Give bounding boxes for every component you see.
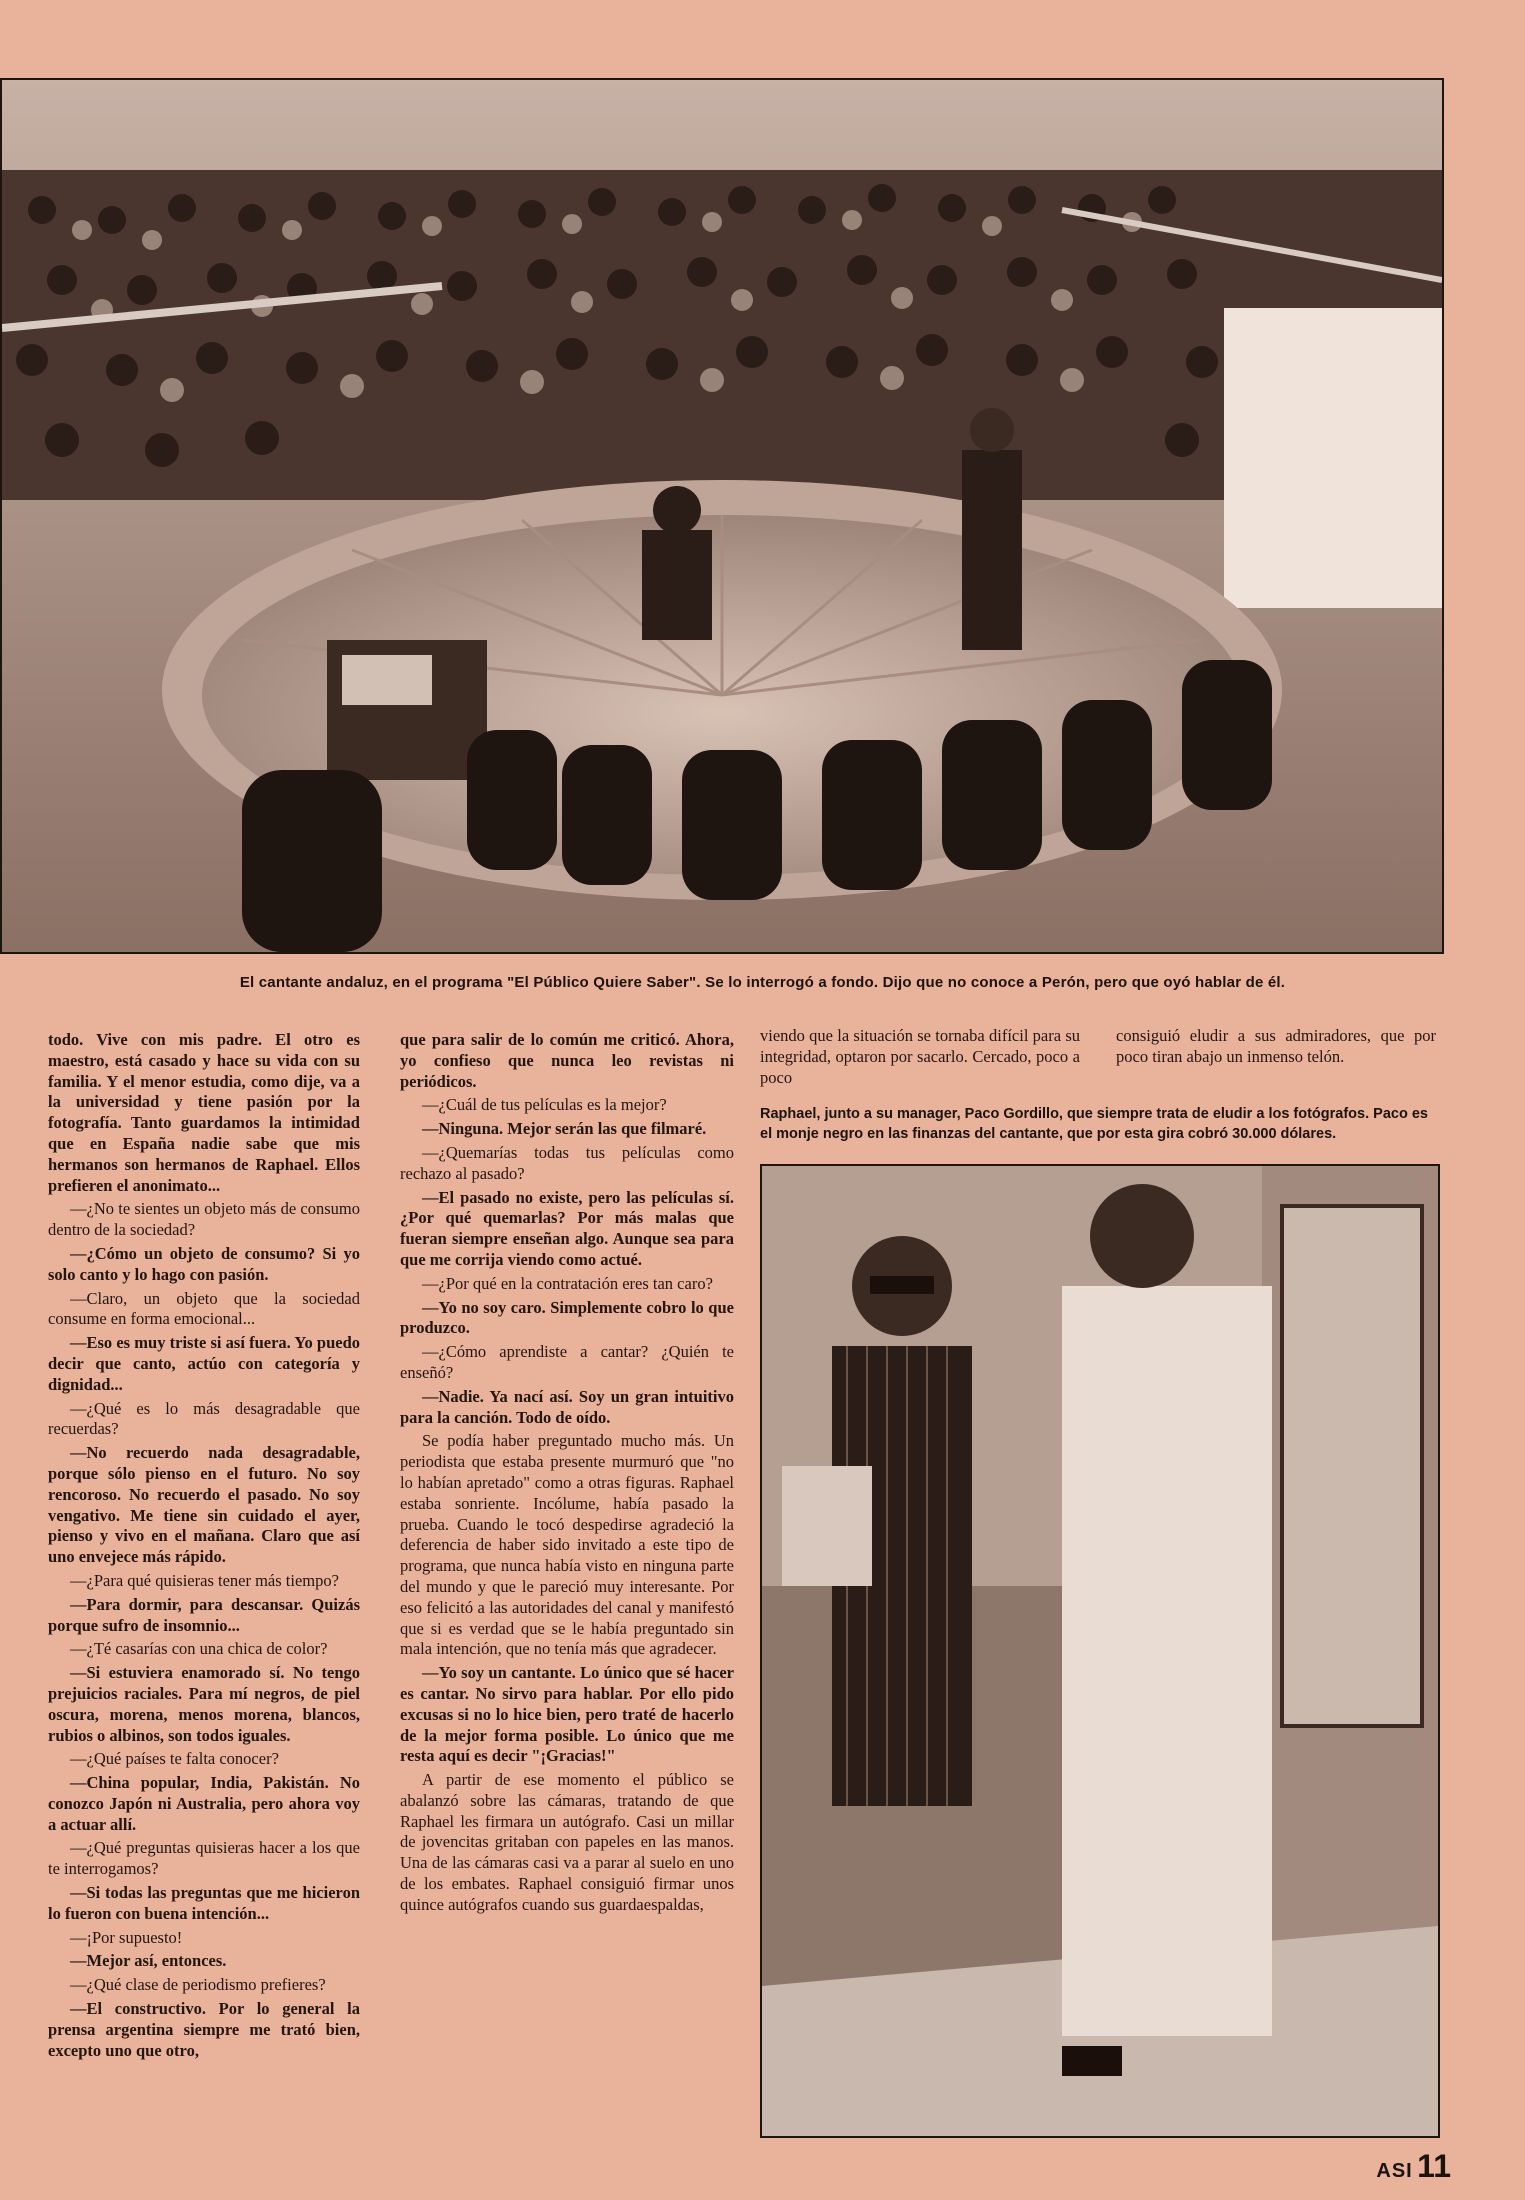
article-paragraph: —¿Por qué en la contratación eres tan caro?	[422, 1273, 713, 1293]
article-paragraph: —El constructivo. Por lo general la prensa argentina siempre me trató bien, excepto uno que otro,	[48, 1999, 360, 2060]
article-paragraph: —Yo no soy caro. Simplemente cobro lo que produzco.	[400, 1297, 734, 1338]
article-paragraph: —China popular, India, Pakistán. No conozco Japón ni Australia, pero ahora voy a actuar allí.	[48, 1773, 360, 1834]
article-column-4	[1116, 1026, 1436, 1071]
article-paragraph: —¿Cómo aprendiste a cantar? ¿Quién te enseñó?	[400, 1342, 734, 1382]
article-paragraph: —El pasado no existe, pero las películas sí. ¿Por qué quemarlas? Por más malas que fueran siempre enseñan algo. Aunque sea para que me corrija viendo como actué.	[400, 1187, 734, 1269]
article-paragraph: —¿Para qué quisieras tener más tiempo?	[70, 1570, 339, 1590]
article-paragraph: —¿Qué preguntas quisieras hacer a los que te interrogamos?	[48, 1838, 360, 1879]
article-column-2	[400, 1030, 734, 1919]
article-paragraph: Se podía haber preguntado mucho más. Un periodista que estaba presente murmuró que "no lo habían apretado" como a otras figuras. Raphael estaba sonriente. Incólume, había pasado la prueba. Cuando le tocó despedirse agradeció la deferencia de haber sido invitado a este tipo de programa, que nunca había visto en ninguna parte del mundo y que le pareció muy interesante. Por eso felicitó a las autoridades del canal y manifestó que si es verdad que se le había preguntado sin mala intención, que no tenía más que agradecer.	[400, 1431, 734, 1659]
article-paragraph: —Si todas las preguntas que me hicieron lo fueron con buena intención...	[48, 1883, 360, 1923]
article-paragraph: —Nadie. Ya nací así. Soy un gran intuitivo para la canción. Todo de oído.	[400, 1386, 734, 1427]
article-paragraph: —¿Qué es lo más desagradable que recuerdas?	[48, 1398, 360, 1439]
article-paragraph: —¿Qué clase de periodismo prefieres?	[70, 1975, 326, 1995]
article-paragraph: consiguió eludir a sus admiradores, que por poco tiran abajo un inmenso telón.	[1116, 1026, 1436, 1066]
article-paragraph: —Si estuviera enamorado sí. No tengo prejuicios raciales. Para mí negros, de piel oscura, morena, menos morena, blancos, rubios o albinos, son todos iguales.	[48, 1663, 360, 1745]
article-paragraph: que para salir de lo común me criticó. Ahora, yo confieso que nunca leo revistas ni periódicos.	[400, 1030, 734, 1091]
article-paragraph: —¡Por supuesto!	[70, 1927, 183, 1947]
tv-studio-audience-photo	[0, 78, 1444, 954]
article-paragraph: —¿Qué países te falta conocer?	[70, 1749, 279, 1769]
article-paragraph: —¿Cuál de tus películas es la mejor?	[422, 1095, 667, 1115]
article-paragraph: —Yo soy un cantante. Lo único que sé hacer es cantar. No sirvo para hablar. Por ello pido excusas si no lo hice bien, pero traté de hacerlo de la mejor forma posible. Lo único que me resta aquí es decir "¡Gracias!"	[400, 1663, 734, 1766]
article-paragraph: —¿No te sientes un objeto más de consumo dentro de la sociedad?	[48, 1199, 360, 1240]
magazine-name: ASI	[1376, 2160, 1413, 2182]
photo-caption: El cantante andaluz, en el programa "El Público Quiere Saber". Se lo interrogó a fondo. Dijo que no conoce a Perón, pero que oyó hablar de él.	[239, 974, 1286, 991]
article-paragraph: —Mejor así, entonces.	[70, 1951, 227, 1971]
raphael-and-manager-photo	[760, 1164, 1440, 2138]
article-paragraph: —Claro, un objeto que la sociedad consume en forma emocional...	[48, 1288, 360, 1329]
page-folio	[1376, 2148, 1451, 2185]
article-paragraph: viendo que la situación se tornaba difícil para su integridad, optaron por sacarlo. Cercado, poco a poco	[760, 1026, 1080, 1087]
tv-studio-illustration	[2, 80, 1442, 952]
article-paragraph: —Para dormir, para descansar. Quizás porque sufro de insomnio...	[48, 1594, 360, 1635]
article-paragraph: —¿Cómo un objeto de consumo? Si yo solo canto y lo hago con pasión.	[48, 1243, 360, 1284]
page-number: 11	[1417, 2148, 1451, 2184]
side-photo-caption: Raphael, junto a su manager, Paco Gordillo, que siempre trata de eludir a los fotógrafos. Paco es el monje negro en las finanzas del cantante, que por esta gira cobró 30.000 dólares.	[760, 1106, 1428, 1142]
article-paragraph: A partir de ese momento el público se abalanzó sobre las cámaras, tratando de que Raphael les firmara un autógrafo. Casi un millar de jovencitas gritaban con papeles en las manos. Una de las cámaras casi va a parar al suelo en uno de los embates. Raphael consiguió firmar unos quince autógrafos cuando sus guardaespaldas,	[400, 1770, 734, 1914]
article-paragraph: —¿Té casarías con una chica de color?	[70, 1639, 328, 1659]
article-paragraph: —Ninguna. Mejor serán las que filmaré.	[422, 1119, 707, 1139]
article-paragraph: —Eso es muy triste si así fuera. Yo puedo decir que canto, actúo con categoría y dignidad...	[48, 1333, 360, 1394]
article-column-1	[48, 1030, 360, 2064]
article-paragraph: —¿Quemarías todas tus películas como rechazo al pasado?	[400, 1142, 734, 1183]
article-column-3	[760, 1026, 1080, 1091]
article-paragraph: —No recuerdo nada desagradable, porque sólo pienso en el futuro. No soy rencoroso. No recuerdo el pasado. No soy vengativo. Me tiene sin cuidado el ayer, pienso y vivo en el mañana. Claro que así uno envejece más rápido.	[48, 1443, 360, 1567]
corridor-illustration	[762, 1166, 1438, 2136]
article-paragraph: todo. Vive con mis padre. El otro es maestro, está casado y hace su vida con su familia. Y el menor estudia, como dije, va a la universidad y tiene pasión por la fotografía. Tanto guardamos la intimidad que en España nadie sabe que mis hermanos son hermanos de Raphael. Ellos prefieren el anonimato...	[48, 1030, 360, 1195]
